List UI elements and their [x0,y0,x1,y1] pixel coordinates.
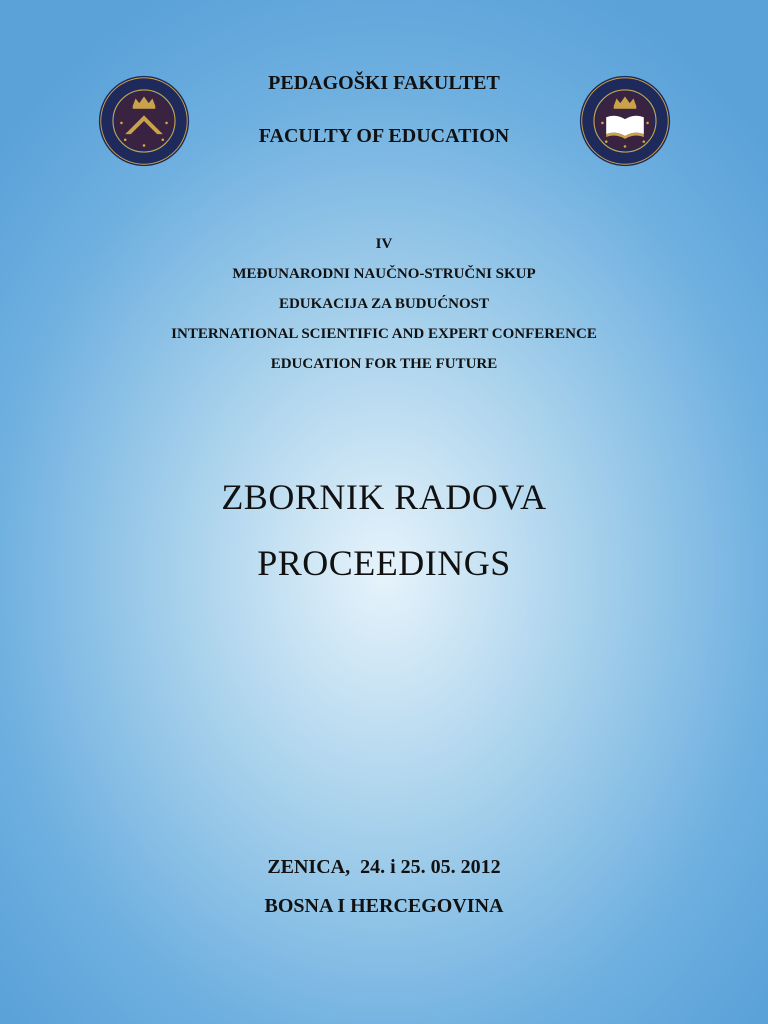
country: BOSNA I HERCEGOVINA [264,895,504,917]
conference-theme-english: EDUCATION FOR THE FUTURE [270,356,498,372]
faculty-name-english: FACULTY OF EDUCATION [258,125,510,147]
proceedings-title-english: PROCEEDINGS [257,543,511,583]
conference-name-english: INTERNATIONAL SCIENTIFIC AND EXPERT CONFERENCE [171,326,597,342]
proceedings-title-bosnian: ZBORNIK RADOVA [221,477,547,517]
conference-edition: IV [375,236,393,252]
place-and-date: ZENICA, 24. i 25. 05. 2012 [267,856,501,878]
faculty-name-bosnian: PEDAGOŠKI FAKULTET [268,72,500,94]
conference-name-bosnian: MEĐUNARODNI NAUČNO-STRUČNI SKUP [232,266,536,282]
conference-theme-bosnian: EDUKACIJA ZA BUDUĆNOST [278,296,490,312]
